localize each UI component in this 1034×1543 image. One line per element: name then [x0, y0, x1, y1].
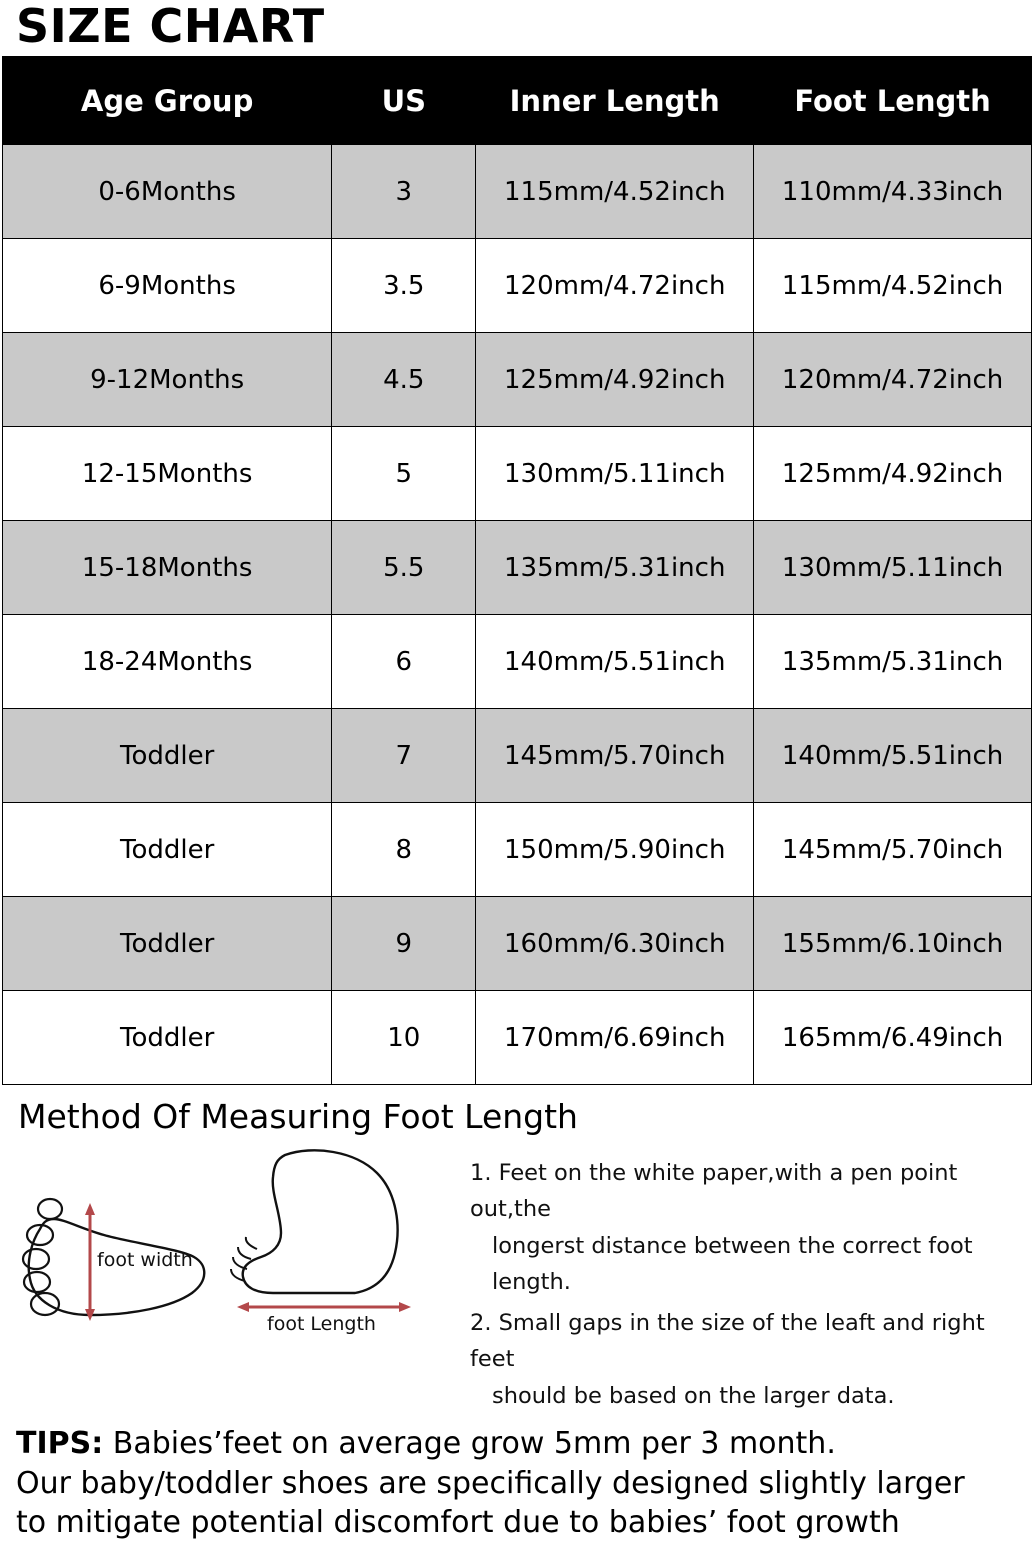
method-section — [2, 1141, 1032, 1418]
cell-inner-length: 140mm/5.51inch — [476, 615, 754, 709]
cell-inner-length: 130mm/5.11inch — [476, 427, 754, 521]
cell-us: 3 — [332, 145, 476, 239]
cell-age-group: Toddler — [3, 803, 332, 897]
cell-age-group: 12-15Months — [3, 427, 332, 521]
cell-us: 6 — [332, 615, 476, 709]
step-2-line-1: 2. Small gaps in the size of the leaft and right feet — [470, 1309, 985, 1373]
table-row — [3, 803, 1032, 897]
cell-inner-length: 145mm/5.70inch — [476, 709, 754, 803]
step-1 — [470, 1155, 1026, 1301]
cell-foot-length: 115mm/4.52inch — [754, 239, 1032, 333]
foot-width-label: foot width — [97, 1248, 193, 1271]
table-header-row — [3, 57, 1032, 145]
cell-inner-length: 160mm/6.30inch — [476, 897, 754, 991]
table-row — [3, 427, 1032, 521]
cell-age-group: 18-24Months — [3, 615, 332, 709]
table-row — [3, 521, 1032, 615]
table-row — [3, 897, 1032, 991]
table-header — [3, 57, 1032, 145]
tips-lead: TIPS: — [16, 1425, 104, 1461]
foot-length-label: foot Length — [267, 1312, 376, 1335]
cell-inner-length: 150mm/5.90inch — [476, 803, 754, 897]
table-row — [3, 615, 1032, 709]
table-body — [3, 145, 1032, 1085]
cell-foot-length: 120mm/4.72inch — [754, 333, 1032, 427]
tips-line-3: to mitigate potential discomfort due to babies’ foot growth — [16, 1505, 900, 1541]
cell-us: 3.5 — [332, 239, 476, 333]
cell-foot-length: 155mm/6.10inch — [754, 897, 1032, 991]
foot-diagrams — [12, 1141, 462, 1341]
cell-age-group: Toddler — [3, 897, 332, 991]
measuring-steps — [462, 1141, 1026, 1418]
table-row — [3, 145, 1032, 239]
tips-section — [16, 1424, 1032, 1543]
cell-us: 10 — [332, 991, 476, 1085]
column-header-us: US — [332, 57, 476, 145]
size-chart-table — [2, 56, 1032, 1085]
cell-foot-length: 110mm/4.33inch — [754, 145, 1032, 239]
table-row — [3, 239, 1032, 333]
tips-line-2: Our baby/toddler shoes are specifically designed slightly larger — [16, 1465, 965, 1501]
cell-foot-length: 135mm/5.31inch — [754, 615, 1032, 709]
foot-width-diagram — [12, 1181, 227, 1341]
cell-us: 8 — [332, 803, 476, 897]
cell-age-group: 0-6Months — [3, 145, 332, 239]
cell-inner-length: 170mm/6.69inch — [476, 991, 754, 1085]
cell-inner-length: 120mm/4.72inch — [476, 239, 754, 333]
method-heading: Method Of Measuring Foot Length — [18, 1097, 578, 1137]
page-title: SIZE CHART — [16, 0, 325, 53]
table-row — [3, 333, 1032, 427]
cell-foot-length: 145mm/5.70inch — [754, 803, 1032, 897]
cell-inner-length: 135mm/5.31inch — [476, 521, 754, 615]
step-1-line-2: longerst distance between the correct foot length. — [492, 1232, 973, 1296]
column-header-age-group: Age Group — [3, 57, 332, 145]
column-header-inner-length: Inner Length — [476, 57, 754, 145]
cell-foot-length: 140mm/5.51inch — [754, 709, 1032, 803]
foot-length-diagram — [227, 1141, 442, 1341]
foot-side-icon — [227, 1141, 442, 1341]
cell-age-group: 15-18Months — [3, 521, 332, 615]
step-2 — [470, 1305, 1026, 1414]
cell-inner-length: 125mm/4.92inch — [476, 333, 754, 427]
tips-text-1: Babies’feet on average grow 5mm per 3 month. — [103, 1425, 836, 1461]
cell-foot-length: 165mm/6.49inch — [754, 991, 1032, 1085]
step-2-line-2: should be based on the larger data. — [492, 1382, 895, 1409]
table-row — [3, 991, 1032, 1085]
table-row — [3, 709, 1032, 803]
cell-foot-length: 125mm/4.92inch — [754, 427, 1032, 521]
column-header-foot-length: Foot Length — [754, 57, 1032, 145]
cell-us: 7 — [332, 709, 476, 803]
cell-us: 9 — [332, 897, 476, 991]
cell-age-group: 6-9Months — [3, 239, 332, 333]
cell-us: 5.5 — [332, 521, 476, 615]
cell-us: 4.5 — [332, 333, 476, 427]
cell-us: 5 — [332, 427, 476, 521]
step-1-line-1: 1. Feet on the white paper,with a pen point out,the — [470, 1159, 958, 1223]
cell-age-group: Toddler — [3, 709, 332, 803]
cell-foot-length: 130mm/5.11inch — [754, 521, 1032, 615]
tips-line-1 — [16, 1424, 1032, 1464]
cell-age-group: 9-12Months — [3, 333, 332, 427]
cell-age-group: Toddler — [3, 991, 332, 1085]
cell-inner-length: 115mm/4.52inch — [476, 145, 754, 239]
